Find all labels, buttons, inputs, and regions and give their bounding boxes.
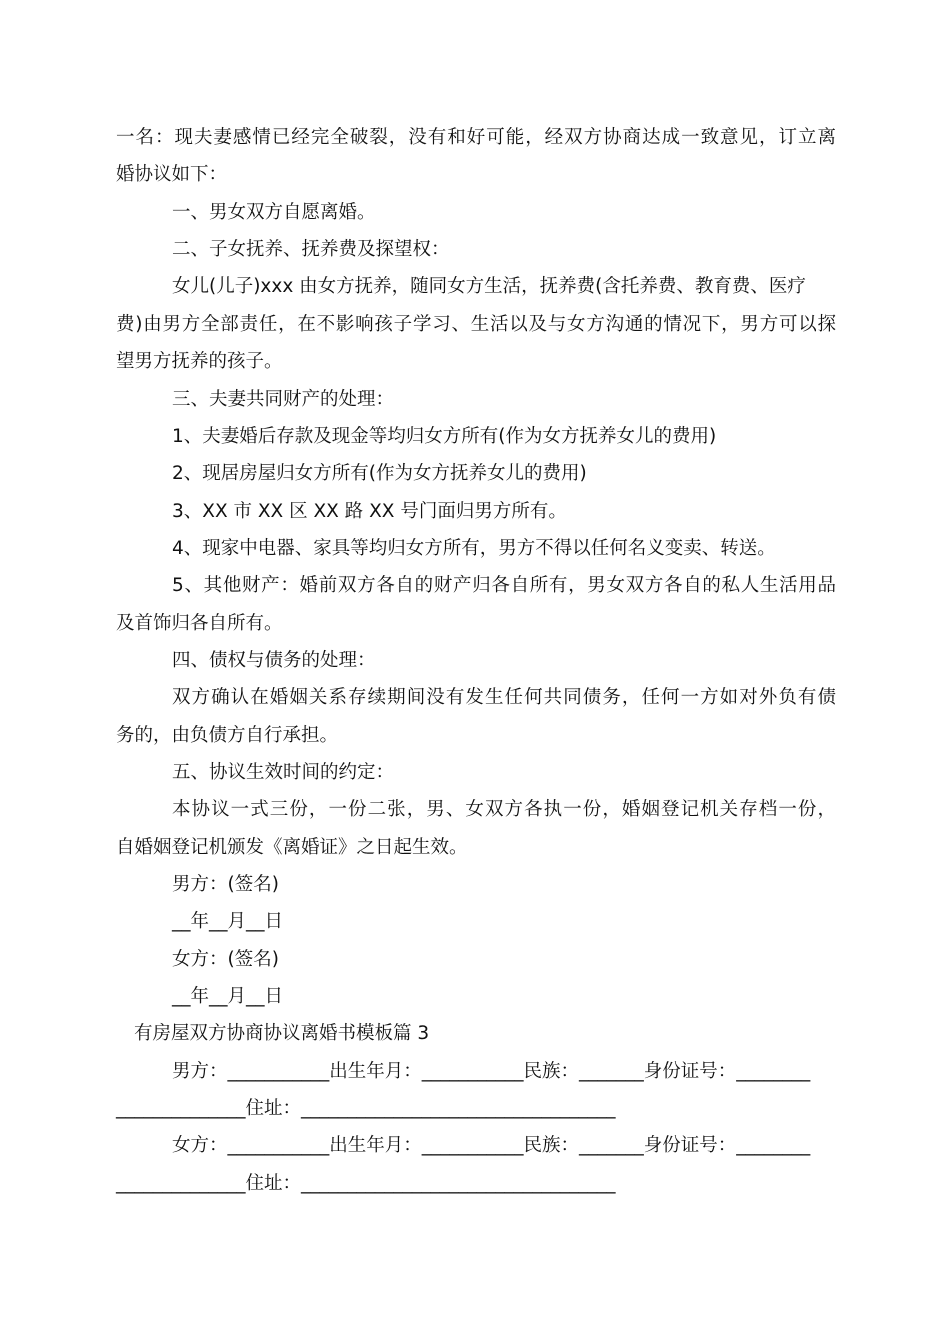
property-item-3: 3、XX 市 XX 区 XX 路 XX 号门面归男方所有。 [172,501,567,522]
property-item-2: 2、现居房屋归女方所有(作为女方抚养女儿的费用) [172,463,587,484]
section-heading-5: 五、协议生效时间的约定： [172,762,395,783]
child-custody-line-1: 女儿(儿子)xxx 由女方抚养，随同女方生活，抚养费(含托养费、教育费、医疗 [172,276,806,297]
section-heading-4: 四、债权与债务的处理： [172,650,376,671]
child-custody-line-2: 费)由男方全部责任，在不影响孩子学习、生活以及与女方沟通的情况下，男方可以探 [116,314,836,335]
section-heading-3: 三、夫妻共同财产的处理： [172,389,395,410]
property-item-5-line-2: 及首饰归各自所有。 [116,613,283,634]
property-item-5-line-1: 5、其他财产：婚前双方各自的财产归各自所有，男女双方各自的私人生活用品 [172,575,836,596]
male-info-line-2: ______________住址：__________________________________ [116,1098,616,1119]
male-signature: 男方：(签名) [172,874,279,895]
section-heading-1: 一、男女双方自愿离婚。 [172,202,376,223]
paragraph-intro-line-2: 婚协议如下： [116,164,228,185]
debt-line-2: 务的，由负债方自行承担。 [116,725,339,746]
section-heading-2: 二、子女抚养、抚养费及探望权： [172,239,450,260]
property-item-4: 4、现家中电器、家具等均归女方所有，男方不得以任何名义变卖、转送。 [172,538,776,559]
male-info-line-1: 男方：___________出生年月：___________民族：_______身份证号：________ [172,1061,811,1082]
debt-line-1: 双方确认在婚姻关系存续期间没有发生任何共同债务，任何一方如对外负有债 [172,687,836,708]
male-signature-date: __年__月__日 [172,911,284,932]
paragraph-intro-line-1: 一名：现夫妻感情已经完全破裂，没有和好可能，经双方协商达成一致意见，订立离 [116,127,836,148]
female-signature: 女方：(签名) [172,949,279,970]
effective-line-2: 自婚姻登记机颁发《离婚证》之日起生效。 [116,837,468,858]
female-info-line-2: ______________住址：__________________________________ [116,1173,616,1194]
property-item-1: 1、夫妻婚后存款及现金等均归女方所有(作为女方抚养女儿的费用) [172,426,717,447]
female-info-line-1: 女方：___________出生年月：___________民族：_______身份证号：________ [172,1135,811,1156]
effective-line-1: 本协议一式三份，一份二张，男、女双方各执一份，婚姻登记机关存档一份， [172,799,836,820]
female-signature-date: __年__月__日 [172,986,284,1007]
template-title: 有房屋双方协商协议离婚书模板篇 3 [134,1023,430,1044]
child-custody-line-3: 望男方抚养的孩子。 [116,351,283,372]
